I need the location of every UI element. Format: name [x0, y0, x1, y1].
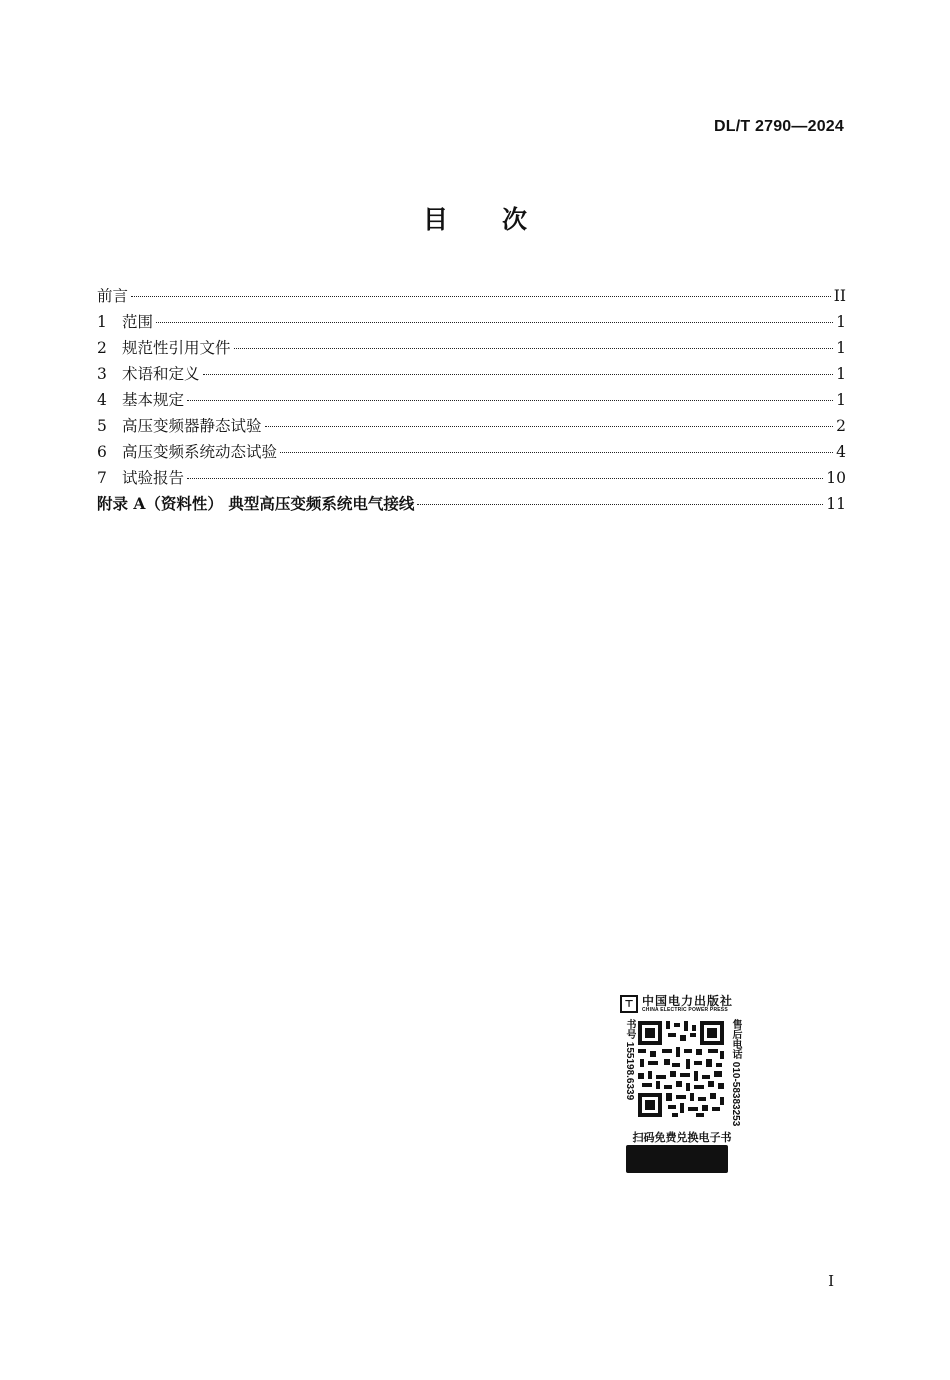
standard-code: DL/T 2790—2024 — [714, 118, 844, 135]
redacted-code-bar — [626, 1145, 728, 1173]
toc-entry-page: 1 — [836, 339, 846, 357]
toc-entry[interactable] — [97, 284, 846, 310]
toc-entry-label: 术语和定义 — [122, 365, 200, 383]
qr-code-icon[interactable] — [636, 1019, 726, 1119]
toc-entry-label: 高压变频器静态试验 — [122, 417, 262, 435]
toc-leader — [417, 503, 823, 505]
table-of-contents — [97, 284, 846, 518]
toc-entry[interactable] — [97, 310, 846, 336]
toc-leader — [265, 425, 834, 427]
toc-leader — [280, 451, 833, 453]
toc-entry[interactable] — [97, 388, 846, 414]
toc-leader — [187, 399, 833, 401]
toc-entry-page: 2 — [836, 417, 846, 435]
toc-entry[interactable] — [97, 466, 846, 492]
book-number: 书号 155198.6339 — [624, 1019, 635, 1101]
toc-leader — [156, 321, 833, 323]
toc-entry-label: 范围 — [122, 313, 154, 331]
publisher-logo — [620, 993, 744, 1015]
toc-entry-page: 11 — [826, 495, 846, 513]
toc-entry-number: 7 — [97, 469, 107, 487]
toc-entry-number: 4 — [97, 391, 107, 409]
toc-leader — [234, 347, 834, 349]
toc-title-char-1: 目 — [422, 205, 448, 234]
toc-entry-label: 高压变频系统动态试验 — [122, 443, 278, 461]
toc-title — [0, 200, 950, 236]
toc-entry[interactable] — [97, 336, 846, 362]
toc-leader — [187, 477, 823, 479]
toc-entry-page: II — [833, 287, 846, 305]
toc-entry-number: 1 — [97, 313, 107, 331]
toc-entry-page: 1 — [836, 313, 846, 331]
publisher-name-cn: 中国电力出版社 — [642, 994, 734, 1008]
toc-entry-label: 试验报告 — [122, 469, 185, 487]
toc-leader — [131, 295, 831, 297]
toc-entry-label: 前言 — [97, 287, 129, 305]
toc-entry-number: 3 — [97, 365, 107, 383]
publisher-emblem-icon: ⊤ — [620, 995, 638, 1013]
toc-entry[interactable] — [97, 362, 846, 388]
scan-instruction: 扫码免费兑换电子书 — [632, 1131, 732, 1144]
toc-leader — [203, 373, 834, 375]
toc-entry-label: 附录 A（资料性） 典型高压变频系统电气接线 — [97, 494, 415, 513]
toc-entry-number: 5 — [97, 417, 107, 435]
toc-entry-appendix[interactable] — [97, 492, 846, 518]
toc-entry-number: 2 — [97, 339, 107, 357]
toc-entry-page: 4 — [836, 443, 846, 461]
toc-entry-page: 10 — [826, 469, 846, 487]
publisher-name-en: CHINA ELECTRIC POWER PRESS — [642, 1007, 728, 1013]
toc-entry-page: 1 — [836, 365, 846, 383]
toc-entry-label: 基本规定 — [122, 391, 185, 409]
ebook-qr-sticker — [614, 993, 748, 1175]
toc-entry[interactable] — [97, 440, 846, 466]
page-number: I — [828, 1272, 834, 1290]
toc-entry-label: 规范性引用文件 — [122, 339, 231, 357]
toc-title-char-2: 次 — [502, 205, 528, 234]
toc-entry-page: 1 — [836, 391, 846, 409]
service-phone: 售后电话 010-58383253 — [730, 1019, 741, 1127]
toc-entry-number: 6 — [97, 443, 107, 461]
toc-entry[interactable] — [97, 414, 846, 440]
